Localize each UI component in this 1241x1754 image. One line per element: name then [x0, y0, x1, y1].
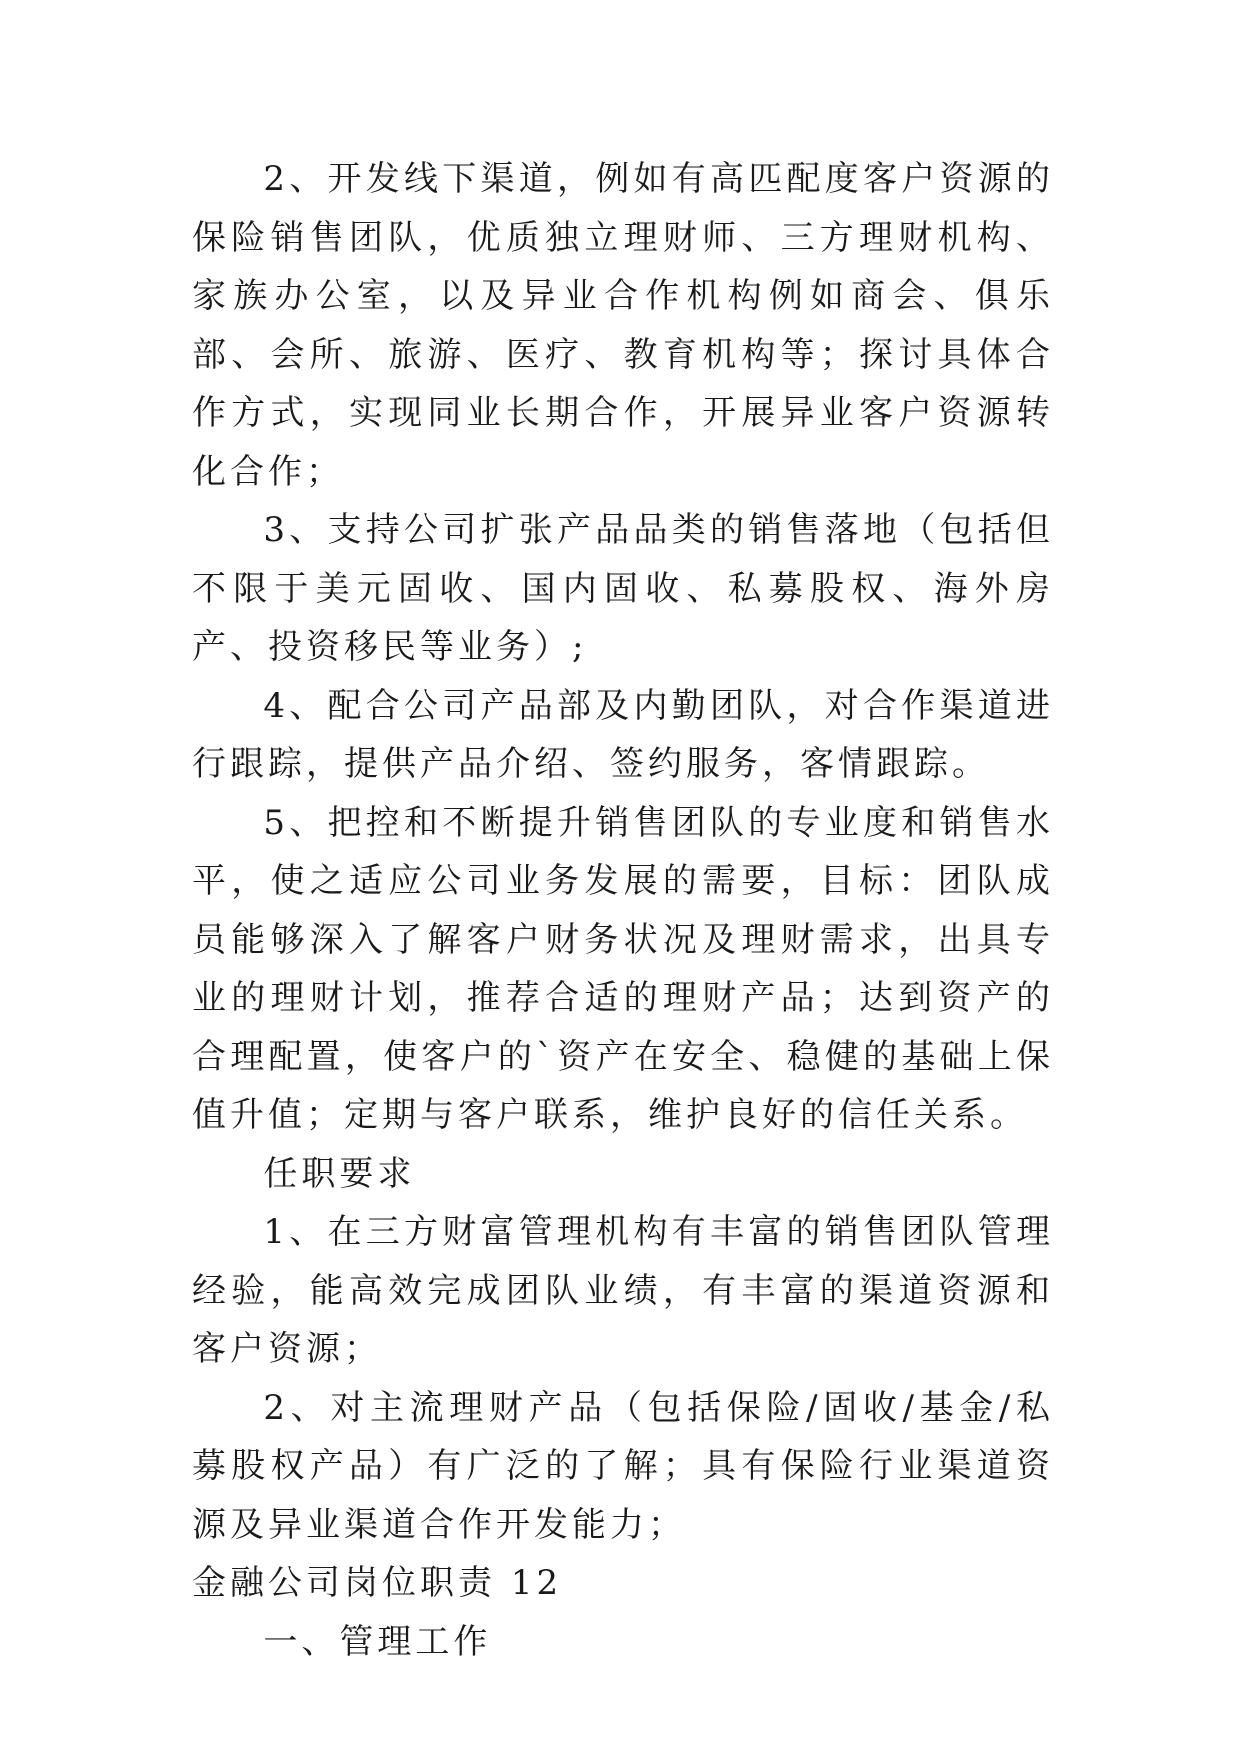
paragraph-requirement-experience: 1、在三方财富管理机构有丰富的销售团队管理经验，能高效完成团队业绩，有丰富的渠道资源和客户资源；	[192, 1212, 1054, 1369]
paragraph-channel-tracking: 4、配合公司产品部及内勤团队，对合作渠道进行跟踪，提供产品介绍、签约服务，客情跟踪。	[192, 685, 1054, 784]
paragraph-requirement-products: 2、对主流理财产品（包括保险/固收/基金/私募股权产品）有广泛的了解；具有保险行业渠道资源及异业渠道合作开发能力；	[192, 1387, 1054, 1545]
document-body	[192, 150, 1054, 1671]
paragraph-product-expansion: 3、支持公司扩张产品品类的销售落地（包括但不限于美元固收、国内固收、私募股权、海外房产、投资移民等业务）;	[192, 510, 1054, 667]
subsection-heading: 一、管理工作	[263, 1621, 492, 1662]
paragraph-channel-development: 2、开发线下渠道，例如有高匹配度客户资源的保险销售团队，优质独立理财师、三方理财机构、家族办公室，以及异业合作机构例如商会、俱乐部、会所、旅游、医疗、教育机构等；探讨具体合作方式，实现同业长期合作，开展异业客户资源转化合作；	[192, 159, 1054, 492]
paragraph-team-improvement: 5、把控和不断提升销售团队的专业度和销售水平，使之适应公司业务发展的需要，目标：团队成员能够深入了解客户财务状况及理财需求，出具专业的理财计划，推荐合适的理财产品；达到资产的合理配置，使客户的`资产在安全、稳健的基础上保值升值；定期与客户联系，维护良好的信任关系。	[192, 802, 1054, 1135]
heading-job-requirements: 任职要求	[263, 1153, 416, 1194]
section-title: 金融公司岗位职责 12	[192, 1563, 563, 1603]
